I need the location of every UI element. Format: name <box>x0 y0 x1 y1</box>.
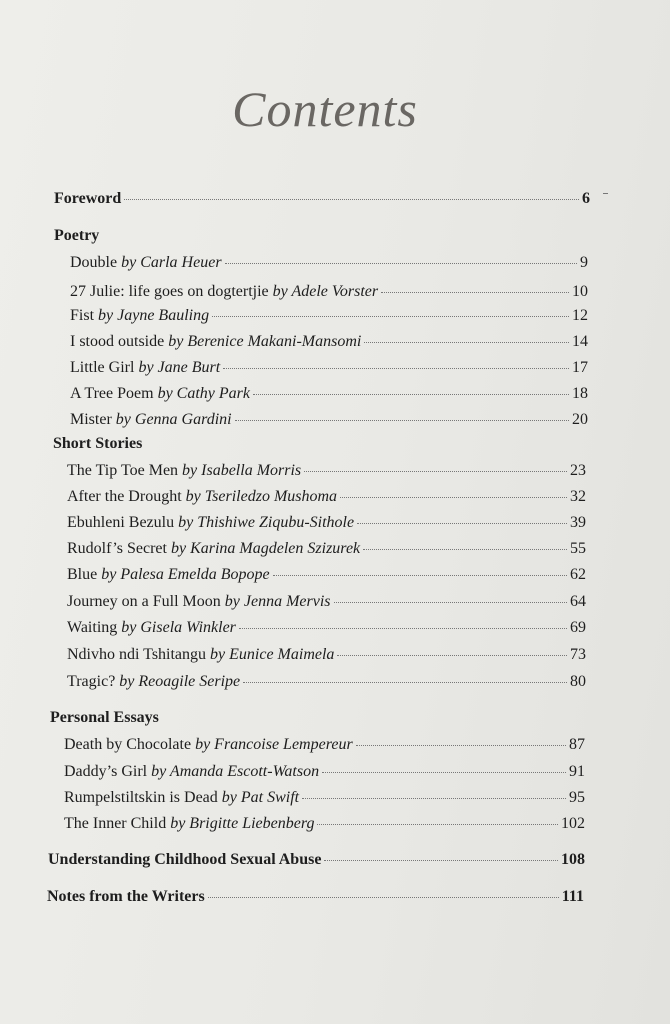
entry-title: Death by Chocolate <box>64 736 192 753</box>
entry-title: Tragic? <box>67 673 116 690</box>
entry-title: Notes from the Writers <box>47 888 205 905</box>
entry-author: by Pat Swift <box>221 789 300 806</box>
entry-author: by Francoise Lempereur <box>195 736 353 753</box>
dot-leader <box>356 745 566 746</box>
entry-title: Ndivho ndi Tshitangu <box>67 646 207 663</box>
section-heading-poetry: Poetry <box>54 227 100 244</box>
entry-author: by Cathy Park <box>157 385 250 402</box>
toc-entry <box>67 645 586 665</box>
entry-title: Foreword <box>54 190 122 207</box>
page-number: 55 <box>570 540 586 557</box>
page-number: 87 <box>569 736 585 753</box>
section-heading-short-stories: Short Stories <box>53 435 143 452</box>
entry-title: The Inner Child <box>64 815 167 832</box>
toc-entry <box>67 618 586 638</box>
toc-entry <box>67 539 586 559</box>
entry-author: by Jayne Bauling <box>98 307 210 324</box>
entry-title: Rumpelstiltskin is Dead <box>64 789 218 806</box>
toc-entry <box>70 358 588 378</box>
entry-author: by Tseriledzo Mushoma <box>185 488 338 505</box>
entry-author: by Brigitte Liebenberg <box>170 815 315 832</box>
entry-title: Little Girl <box>70 359 135 376</box>
entry-title: Daddy’s Girl <box>64 763 148 780</box>
entry-title: Blue <box>67 566 98 583</box>
entry-title: 27 Julie: life goes on dogtertjie <box>70 283 269 300</box>
entry-author: by Eunice Maimela <box>210 646 335 663</box>
dot-leader <box>124 199 579 200</box>
entry-author: by Jane Burt <box>138 359 221 376</box>
toc-entry <box>67 513 586 533</box>
toc-entry <box>64 762 585 782</box>
entry-author: by Genna Gardini <box>115 411 232 428</box>
page-number: 17 <box>572 359 588 376</box>
toc-entry <box>67 461 586 481</box>
entry-author: by Amanda Escott-Watson <box>151 763 320 780</box>
dot-leader <box>322 772 566 773</box>
entry-title: Understanding Childhood Sexual Abuse <box>48 851 322 868</box>
dot-leader <box>334 602 567 603</box>
dot-leader <box>317 824 558 825</box>
entry-title: Rudolf’s Secret <box>67 540 167 557</box>
entry-author: by Palesa Emelda Bopope <box>101 566 270 583</box>
page-number: 102 <box>561 815 585 832</box>
foreword-entry <box>54 189 590 209</box>
toc-entry <box>70 410 588 430</box>
toc-entry <box>70 253 588 273</box>
entry-author: by Karina Magdelen Szizurek <box>170 540 361 557</box>
entry-author: by Gisela Winkler <box>121 619 236 636</box>
dot-leader <box>363 549 567 550</box>
page-number: 111 <box>561 888 584 905</box>
page-number: 108 <box>561 851 585 868</box>
toc-entry <box>64 814 585 834</box>
entry-author: by Reoagile Seripe <box>119 673 241 690</box>
toc-entry <box>67 487 586 507</box>
entry-title: Mister <box>70 411 112 428</box>
page-number: 14 <box>572 333 588 350</box>
page-number: 9 <box>580 254 588 271</box>
entry-author: by Jenna Mervis <box>224 593 331 610</box>
dot-leader <box>239 628 567 629</box>
toc-entry <box>64 735 585 755</box>
entry-author: by Isabella Morris <box>182 462 302 479</box>
page-number: 23 <box>570 462 586 479</box>
toc-entry <box>67 592 586 612</box>
dot-leader <box>235 420 569 421</box>
understanding-entry <box>48 850 585 870</box>
page-number: 39 <box>570 514 586 531</box>
dot-leader <box>225 263 577 264</box>
dot-leader <box>324 860 558 861</box>
toc-entry <box>70 306 588 326</box>
dot-leader <box>302 798 566 799</box>
page-number: 18 <box>572 385 588 402</box>
dot-leader <box>304 471 567 472</box>
entry-title: Waiting <box>67 619 118 636</box>
stray-mark <box>603 193 608 194</box>
dot-leader <box>212 316 569 317</box>
dot-leader <box>364 342 569 343</box>
entry-title: Double <box>70 254 118 271</box>
entry-title: After the Drought <box>67 488 182 505</box>
page-number: 20 <box>572 411 588 428</box>
dot-leader <box>223 368 569 369</box>
page-number: 73 <box>570 646 586 663</box>
page-number: 80 <box>570 673 586 690</box>
dot-leader <box>243 682 567 683</box>
dot-leader <box>357 523 567 524</box>
entry-title: The Tip Toe Men <box>67 462 179 479</box>
toc-entry <box>67 672 586 692</box>
toc-entry <box>67 565 586 585</box>
page-number: 69 <box>570 619 586 636</box>
page-title: Contents <box>232 81 418 137</box>
dot-leader <box>340 497 567 498</box>
toc-entry <box>64 788 585 808</box>
toc-entry <box>70 282 588 302</box>
page-number: 10 <box>572 283 588 300</box>
page-number: 64 <box>570 593 586 610</box>
section-heading-personal-essays: Personal Essays <box>50 709 159 726</box>
dot-leader <box>208 897 559 898</box>
toc-entry <box>70 384 588 404</box>
entry-title: Journey on a Full Moon <box>67 593 221 610</box>
entry-title: A Tree Poem <box>70 385 154 402</box>
page-number: 12 <box>572 307 588 324</box>
entry-author: by Adele Vorster <box>272 283 379 300</box>
dot-leader <box>381 292 569 293</box>
entry-author: by Thishiwe Ziqubu-Sithole <box>178 514 355 531</box>
entry-author: by Berenice Makani-Mansomi <box>168 333 362 350</box>
page-number: 95 <box>569 789 585 806</box>
entry-title: I stood outside <box>70 333 165 350</box>
dot-leader <box>337 655 567 656</box>
entry-title: Fist <box>70 307 95 324</box>
page-number: 32 <box>570 488 586 505</box>
entry-author: by Carla Heuer <box>121 254 222 271</box>
entry-title: Ebuhleni Bezulu <box>67 514 175 531</box>
dot-leader <box>273 575 567 576</box>
notes-entry <box>47 887 584 907</box>
dot-leader <box>253 394 569 395</box>
page-number: 6 <box>582 190 590 207</box>
page-number: 91 <box>569 763 585 780</box>
page-number: 62 <box>570 566 586 583</box>
toc-entry <box>70 332 588 352</box>
